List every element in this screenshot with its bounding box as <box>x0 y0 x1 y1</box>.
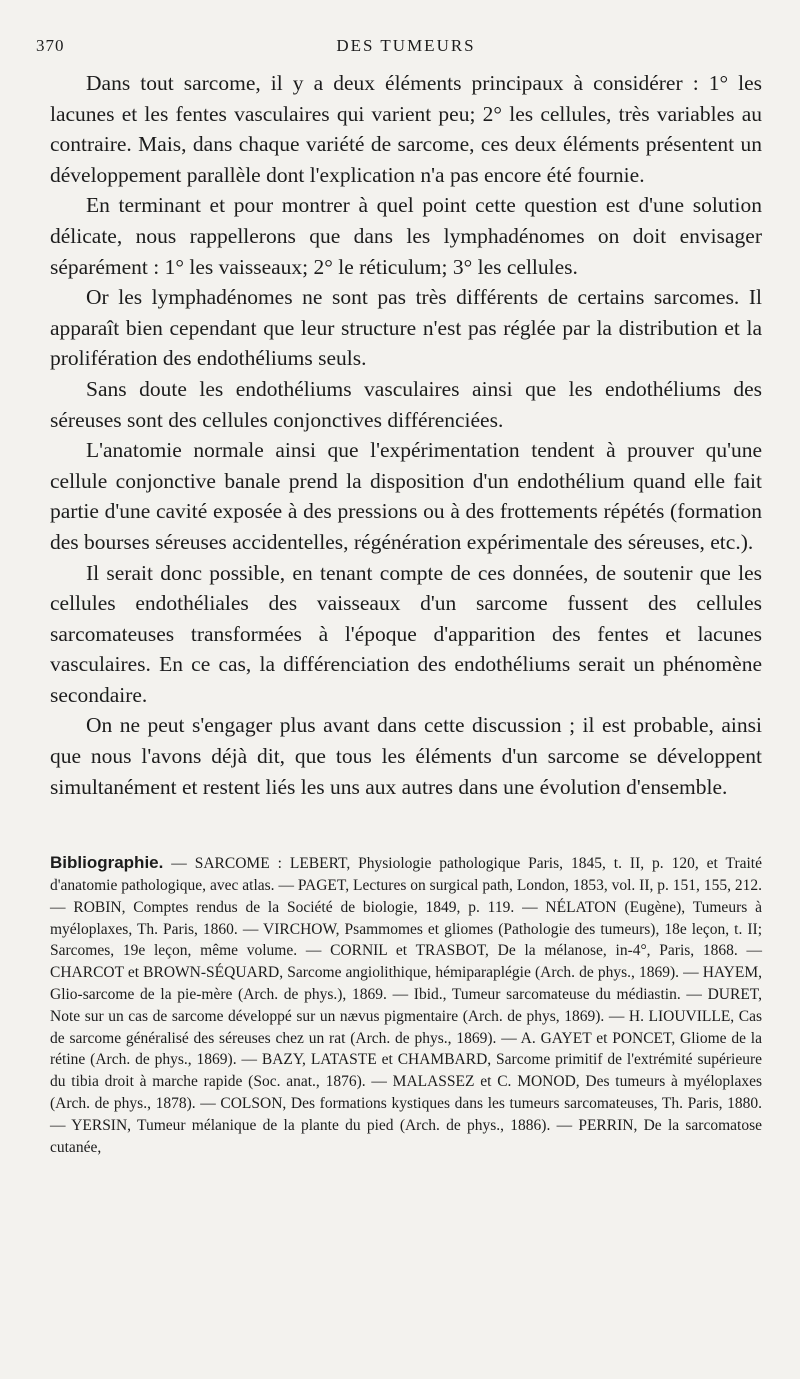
body-text <box>50 68 762 802</box>
bibliography-text: — SARCOME : LEBERT, Physiologie pathologique Paris, 1845, t. II, p. 120, et Traité d'anatomie pathologique, avec atlas. — PAGET, Lectures on surgical path, London, 1853, vol. II, p. 151, 155, 212. — ROBIN, Comptes rendus de la Société de biologie, 1849, p. 119. — NÉLATON (Eugène), Tumeurs à myéloplaxes, Th. Paris, 1860. — VIRCHOW, Psammomes et gliomes (Pathologie des tumeurs), 18e leçon, t. II; Sarcomes, 19e leçon, même volume. — CORNIL et TRASBOT, De la mélanose, in-4°, Paris, 1868. — CHARCOT et BROWN-SÉQUARD, Sarcome angiolithique, hémiparaplégie (Arch. de phys., 1869). — HAYEM, Glio-sarcome de la pie-mère (Arch. de phys.), 1869. — Ibid., Tumeur sarcomateuse du médiastin. — DURET, Note sur un cas de sarcome développé sur un nævus pigmentaire (Arch. de phys, 1869). — H. LIOUVILLE, Cas de sarcome généralisé des séreuses chez un rat (Arch. de phys., 1869). — A. GAYET et PONCET, Gliome de la rétine (Arch. de phys., 1869). — BAZY, LATASTE et CHAMBARD, Sarcome primitif de l'extrémité supérieure du tibia droit à marche rapide (Soc. anat., 1876). — MALASSEZ et C. MONOD, Des tumeurs à myéloplaxes (Arch. de phys., 1878). — COLSON, Des formations kystiques dans les tumeurs sarcomateuses, Th. Paris, 1880. — YERSIN, Tumeur mélanique de la plante du pied (Arch. de phys., 1886). — PERRIN, De la sarcomatose cutanée, <box>50 855 762 1156</box>
paragraph: L'anatomie normale ainsi que l'expérimentation tendent à prouver qu'une cellule conjonctive banale prend la disposition d'un endothélium quand elle fait partie d'une cavité exposée à des pressions ou à des frottements répétés (formation des bourses séreuses accidentelles, régénération expérimentale des séreuses, etc.). <box>50 438 762 554</box>
bibliography-heading: Bibliographie. <box>50 853 164 873</box>
paragraph: Or les lymphadénomes ne sont pas très différents de certains sarcomes. Il apparaît bien cependant que leur structure n'est pas réglée par la distribution et la prolifération des endothéliums seuls. <box>50 285 762 371</box>
running-head <box>36 30 762 60</box>
paragraph: Il serait donc possible, en tenant compte de ces données, de soutenir que les cellules endothéliales des vaisseaux d'un sarcome fussent des cellules sarcomateuses transformées à l'époque d'apparition des fentes et lacunes vasculaires. En ce cas, la différenciation des endothéliums serait un phénomène secondaire. <box>50 560 762 707</box>
paragraph: Dans tout sarcome, il y a deux éléments principaux à considérer : 1° les lacunes et les fentes vasculaires qui varient peu; 2° les cellules, très variables au contraire. Mais, dans chaque variété de sarcome, ces deux éléments présentent un développement parallèle dont l'explication n'a pas encore été fournie. <box>50 71 762 187</box>
paragraph: En terminant et pour montrer à quel point cette question est d'une solution délicate, nous rappellerons que dans les lymphadénomes on doit envisager séparément : 1° les vaisseaux; 2° le réticulum; 3° les cellules. <box>50 193 762 279</box>
running-title: DES TUMEURS <box>336 36 476 55</box>
bibliography <box>50 852 762 1158</box>
paragraph: On ne peut s'engager plus avant dans cette discussion ; il est probable, ainsi que nous l'avons déjà dit, que tous les éléments d'un sarcome se développent simultanément et restent liés les uns aux autres dans une évolution d'ensemble. <box>50 713 762 799</box>
page-number: 370 <box>36 36 65 55</box>
paragraph: Sans doute les endothéliums vasculaires ainsi que les endothéliums des séreuses sont des cellules conjonctives différenciées. <box>50 376 762 432</box>
